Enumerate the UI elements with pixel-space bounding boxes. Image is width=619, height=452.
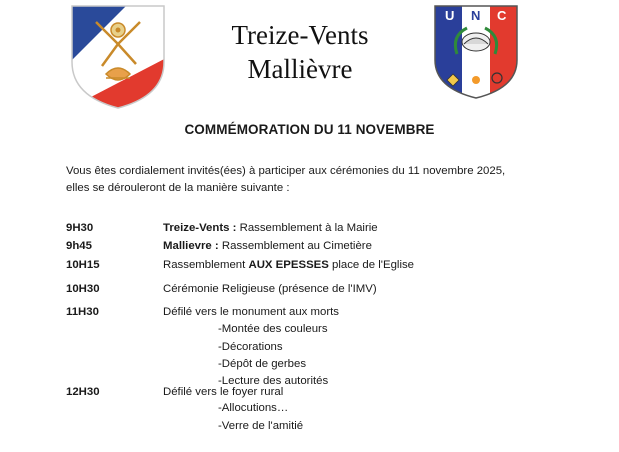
schedule-time: 11H30: [66, 306, 99, 318]
schedule-text: Défilé vers le foyer rural: [163, 386, 284, 398]
svg-text:C: C: [497, 8, 507, 23]
schedule-text: Cérémonie Religieuse (présence de l'IMV): [163, 283, 377, 295]
schedule-time: 9h45: [66, 240, 92, 252]
svg-text:U: U: [445, 8, 455, 23]
schedule-sub-item: -Décorations: [218, 341, 283, 353]
svg-text:N: N: [471, 8, 481, 23]
schedule-location: Mallievre :: [163, 240, 219, 252]
intro-line1: Vous êtes cordialement invités(ées) à participer aux cérémonies du 11 novembre 2025,: [66, 165, 506, 177]
schedule-sub-item: -Lecture des autorités: [218, 375, 329, 387]
schedule-time: 10H30: [66, 283, 100, 295]
schedule-time: 10H15: [66, 259, 100, 271]
schedule-description: [163, 222, 378, 234]
schedule-sub-item: -Dépôt de gerbes: [218, 358, 307, 370]
unc-emblem-icon: [433, 4, 519, 100]
schedule-location: Treize-Vents :: [163, 222, 237, 234]
town-name-line2: Mallièvre: [247, 54, 353, 84]
schedule-time: 12H30: [66, 386, 100, 398]
schedule-text: Défilé vers le monument aux morts: [163, 306, 339, 318]
schedule-text: Rassemblement au Cimetière: [218, 240, 372, 252]
schedule-time: 9H30: [66, 222, 94, 234]
town-name-line1: Treize-Vents: [231, 20, 369, 50]
intro-line2: elles se dérouleront de la manière suivante :: [66, 182, 290, 194]
schedule-description: [163, 259, 414, 271]
schedule-location: AUX EPESSES: [248, 259, 329, 271]
schedule-text-prefix: Rassemblement: [163, 259, 249, 271]
schedule-sub-item: -Montée des couleurs: [218, 323, 328, 335]
page-title: COMMÉMORATION DU 11 NOVEMBRE: [184, 122, 435, 137]
municipal-coat-of-arms-icon: [66, 4, 170, 110]
schedule-description: [163, 240, 372, 252]
schedule-sub-item: -Allocutions…: [218, 402, 289, 414]
schedule-sub-item: -Verre de l'amitié: [218, 420, 304, 432]
schedule-text: Rassemblement à la Mairie: [236, 222, 378, 234]
schedule-text: place de l'Eglise: [328, 259, 414, 271]
